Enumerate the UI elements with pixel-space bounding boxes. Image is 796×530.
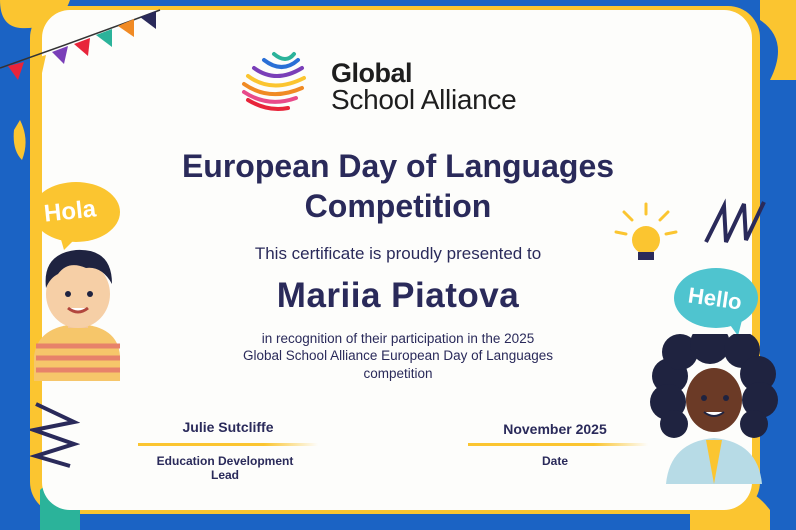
recognition-line2: Global School Alliance European Day of Languages	[243, 348, 553, 363]
signatory-role-line1: Education Development	[156, 454, 294, 468]
bunting	[0, 0, 170, 90]
certificate-title: European Day of Languages	[181, 148, 615, 184]
presented-text: This certificate is proudly presented to	[254, 244, 542, 263]
signatory-name: Julie Sutcliffe	[182, 419, 274, 435]
date-line	[468, 443, 648, 446]
girl-illustration-icon	[650, 334, 780, 484]
bubble-hola: Hola	[42, 195, 98, 228]
date-value: November 2025	[503, 421, 607, 437]
signature-line	[138, 443, 318, 446]
recipient-name: Mariia Piatova	[276, 276, 520, 315]
boy-illustration-icon	[28, 236, 128, 381]
globe-logo-icon	[238, 50, 313, 122]
logo-line2: School Alliance	[331, 84, 517, 115]
logo-line1: Global	[331, 58, 413, 88]
scribble-left-icon	[30, 400, 80, 470]
recognition-line3: competition	[363, 366, 433, 381]
certificate-title-line2: Competition	[304, 188, 492, 224]
bubble-hello: Hello	[686, 282, 744, 315]
signatory-role-line2: Lead	[210, 468, 239, 482]
yellow-blob-tr	[760, 0, 796, 80]
recognition-line1: in recognition of their participation in the 2025	[261, 331, 535, 346]
lightbulb-icon	[610, 200, 680, 270]
yellow-blob-small	[14, 120, 26, 160]
scribble-icon	[702, 198, 772, 248]
date-label: Date	[541, 454, 568, 468]
